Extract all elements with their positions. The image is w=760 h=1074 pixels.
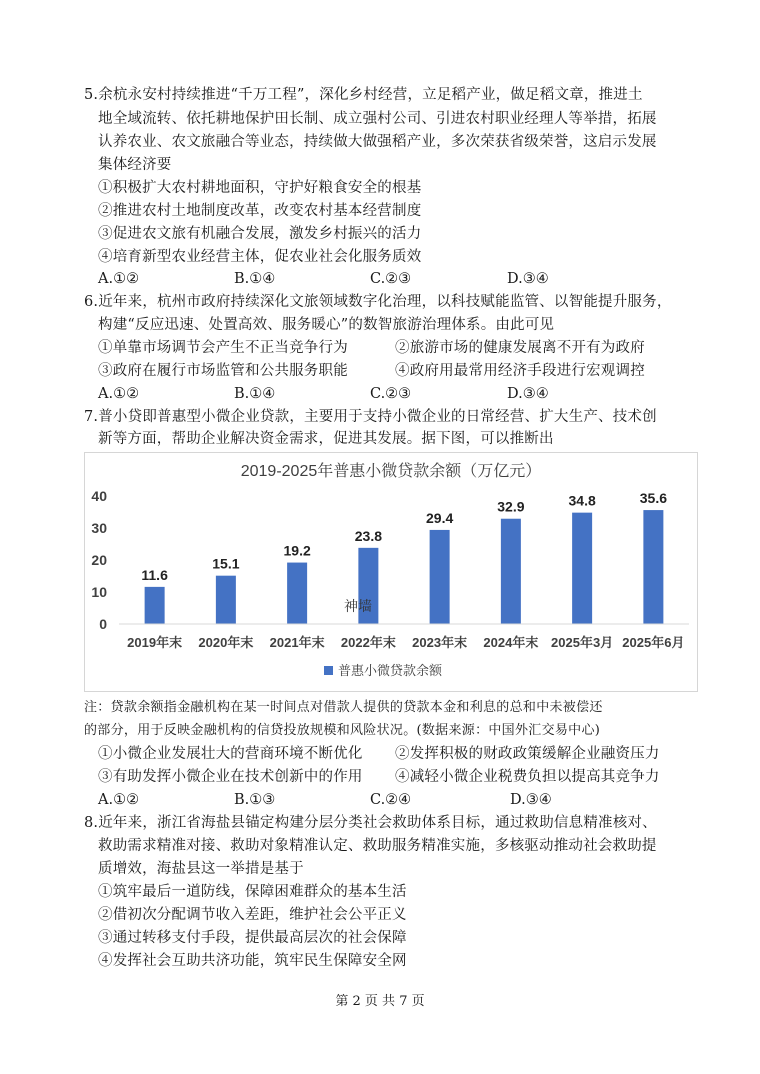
loan-balance-chart: [84, 452, 698, 692]
q5-stem-line: 认养农业、农文旅融合等业态，持续做大做强稻产业，多次荣获省级荣誉，这启示发展: [98, 134, 657, 150]
legend-label: 普惠小微贷款余额: [338, 663, 443, 678]
watermark: 神墙: [344, 599, 372, 615]
q5-option-d: D.③④: [507, 271, 549, 287]
bar: [572, 513, 592, 624]
x-tick-label: 2025年3月: [551, 635, 614, 650]
y-tick-label: 40: [91, 488, 107, 504]
q6-option-b: B.①④: [234, 386, 276, 402]
page-footer: 第 2 页 共 7 页: [335, 994, 425, 1009]
bar: [145, 587, 165, 624]
bar: [643, 510, 663, 624]
q5-item: ①积极扩大农村耕地面积，守护好粮食安全的根基: [98, 180, 422, 196]
q6-item: ④政府用最常用经济手段进行宏观调控: [395, 363, 645, 379]
q7-item: ④减轻小微企业税费负担以提高其竞争力: [395, 769, 660, 785]
q7-option-c: C.②④: [370, 792, 412, 808]
q8-item: ③通过转移支付手段，提供最高层次的社会保障: [98, 930, 407, 946]
q5-item: ②推进农村土地制度改革，改变农村基本经营制度: [98, 203, 422, 219]
q5-item: ③促进农文旅有机融合发展，激发乡村振兴的活力: [98, 226, 422, 242]
data-label: 11.6: [141, 566, 168, 583]
y-tick-label: 20: [91, 552, 107, 568]
q8-item: ②借初次分配调节收入差距，维护社会公平正义: [98, 907, 407, 923]
q7-item: ①小微企业发展壮大的营商环境不断优化: [98, 746, 363, 762]
y-tick-label: 30: [91, 520, 107, 536]
y-axis: [91, 488, 107, 632]
data-label: 29.4: [426, 509, 454, 526]
chart-title: 2019-2025年普惠小微贷款余额（万亿元）: [240, 463, 542, 480]
q7-stem-line: 新等方面，帮助企业解决资金需求，促进其发展。据下图，可以推断出: [98, 431, 554, 447]
q6-item: ③政府在履行市场监管和公共服务职能: [98, 363, 348, 379]
data-label: 35.6: [639, 490, 667, 507]
x-tick-label: 2025年6月: [622, 635, 685, 650]
q8-stem-line: 救助需求精准对接、救助对象精准认定、救助服务精准实施，多核驱动推动社会救助提: [98, 838, 657, 854]
x-tick-label: 2023年末: [412, 635, 468, 650]
q7-item: ②发挥积极的财政政策缓解企业融资压力: [395, 746, 660, 762]
q7-option-d: D.③④: [510, 792, 552, 808]
q7-item: ③有助发挥小微企业在技术创新中的作用: [98, 769, 363, 785]
x-axis: [119, 624, 689, 650]
chart-legend: [324, 663, 443, 678]
x-tick-label: 2020年末: [198, 635, 254, 650]
chart-svg: [85, 453, 697, 691]
q5-item: ④培育新型农业经营主体，促农业社会化服务质效: [98, 249, 422, 265]
q6-stem-line: 6.近年来，杭州市政府持续深化文旅领域数字化治理，以科技赋能监管、以智能提升服务，: [84, 294, 672, 310]
q7-note-line: 的部分，用于反映金融机构的信贷投放规模和风险状况。(数据来源：中国外汇交易中心): [84, 723, 601, 738]
q5-option-c: C.②③: [370, 271, 412, 287]
bar: [430, 530, 450, 624]
bar: [287, 563, 307, 624]
x-tick-label: 2019年末: [127, 635, 183, 650]
bar: [501, 519, 521, 624]
bars-group: [141, 490, 667, 624]
bar: [216, 576, 236, 624]
data-label: 15.1: [212, 555, 240, 572]
legend-swatch: [324, 666, 333, 675]
q6-item: ②旅游市场的健康发展离不开有为政府: [395, 340, 645, 356]
q7-option-a: A.①②: [98, 792, 140, 808]
data-label: 34.8: [568, 492, 596, 509]
q6-option-c: C.②③: [370, 386, 412, 402]
y-tick-label: 0: [99, 616, 107, 632]
x-tick-label: 2022年末: [340, 635, 396, 650]
q6-option-a: A.①②: [98, 386, 140, 402]
q5-stem-line: 集体经济要: [98, 157, 172, 173]
data-label: 23.8: [354, 527, 382, 544]
q6-option-d: D.③④: [507, 386, 549, 402]
q7-stem-line: 7.普小贷即普惠型小微企业贷款，主要用于支持小微企业的日常经营、扩大生产、技术创: [84, 409, 657, 425]
q8-item: ④发挥社会互助共济功能，筑牢民生保障安全网: [98, 953, 407, 969]
q5-stem-line: 地全域流转、依托耕地保护田长制、成立强村公司、引进农村职业经理人等举措，拓展: [98, 111, 657, 127]
x-tick-label: 2021年末: [269, 635, 325, 650]
q7-note-line: 注：贷款余额指金融机构在某一时间点对借款人提供的贷款本金和利息的总和中未被偿还: [84, 700, 603, 715]
x-tick-label: 2024年末: [483, 635, 539, 650]
data-label: 19.2: [283, 542, 311, 559]
q5-option-b: B.①④: [234, 271, 276, 287]
q5-stem-line: 5.余杭永安村持续推进“千万工程”，深化乡村经营，立足稻产业，做足稻文章，推进土: [84, 87, 643, 103]
q5-option-a: A.①②: [98, 271, 140, 287]
q8-stem-line: 8.近年来，浙江省海盐县锚定构建分层分类社会救助体系目标，通过救助信息精准核对、: [84, 815, 657, 831]
y-tick-label: 10: [91, 584, 107, 600]
q8-stem-line: 质增效，海盐县这一举措是基于: [98, 861, 304, 877]
q7-option-b: B.①③: [234, 792, 276, 808]
q6-stem-line: 构建“反应迅速、处置高效、服务暖心”的数智旅游治理体系。由此可见: [98, 317, 555, 333]
q6-item: ①单靠市场调节会产生不正当竞争行为: [98, 340, 348, 356]
q8-item: ①筑牢最后一道防线，保障困难群众的基本生活: [98, 884, 407, 900]
data-label: 32.9: [497, 498, 525, 515]
